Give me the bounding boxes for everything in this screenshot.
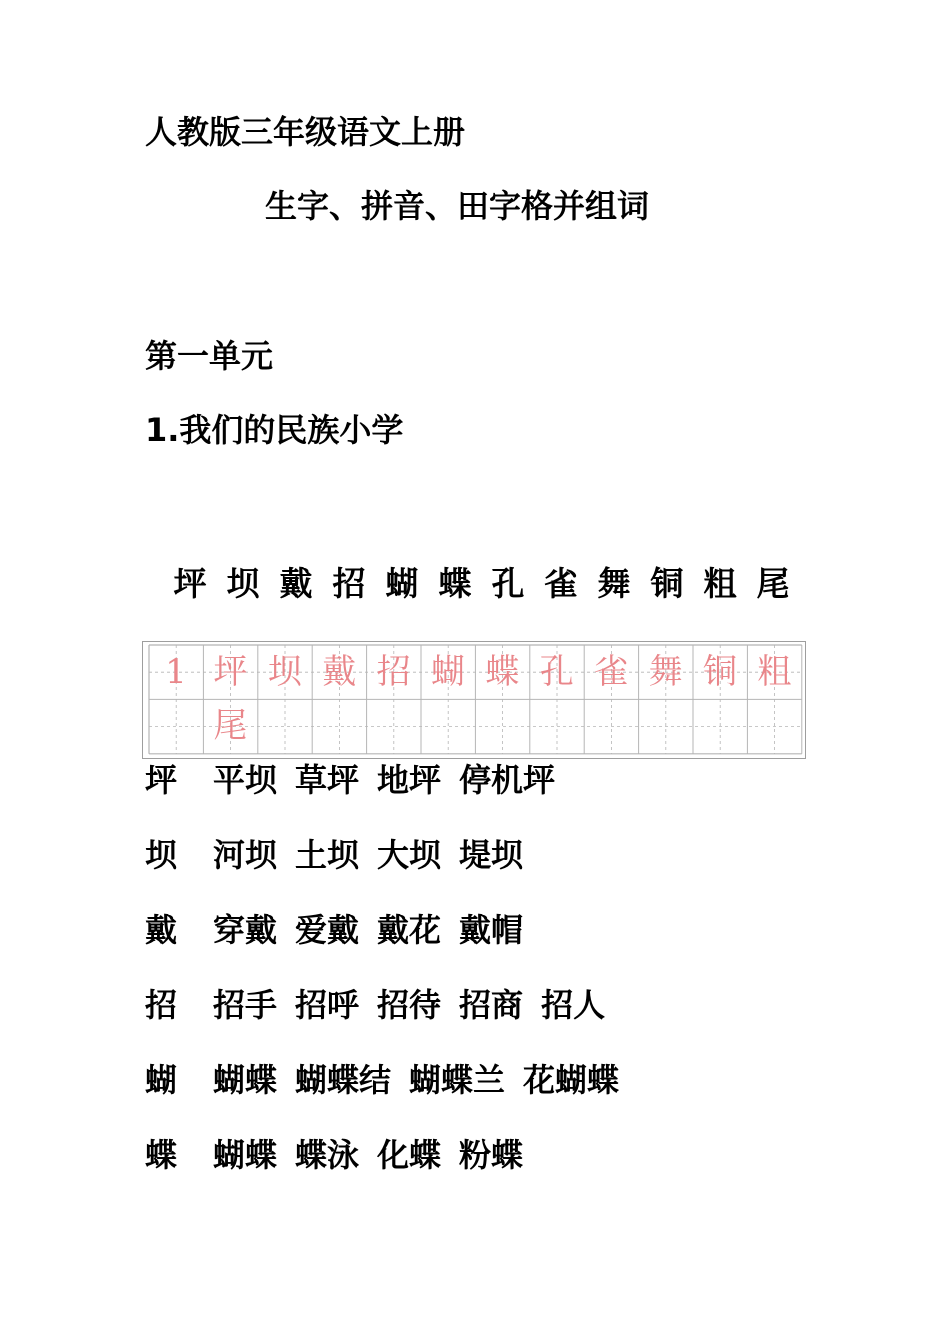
word-group-character: 戴 bbox=[145, 911, 178, 949]
word-item: 花蝴蝶 bbox=[523, 1061, 620, 1099]
document-title: 人教版三年级语文上册 bbox=[145, 113, 466, 151]
grid-character: 蝶 bbox=[485, 652, 520, 692]
lesson-heading: 1.我们的民族小学 bbox=[145, 411, 404, 449]
word-item: 爱戴 bbox=[295, 911, 360, 949]
word-item: 蝴蝶 bbox=[213, 1061, 278, 1099]
new-character: 孔 bbox=[491, 564, 525, 603]
word-group-character: 坝 bbox=[145, 836, 178, 874]
new-character: 尾 bbox=[756, 564, 790, 603]
word-item: 大坝 bbox=[377, 836, 442, 874]
new-character: 粗 bbox=[703, 564, 737, 603]
new-character: 招 bbox=[332, 564, 366, 603]
grid-character: 孔 bbox=[539, 652, 574, 692]
word-group-character: 蝴 bbox=[145, 1061, 178, 1099]
word-item: 招人 bbox=[541, 986, 606, 1024]
word-group-words bbox=[213, 983, 623, 1027]
word-item: 招手 bbox=[213, 986, 278, 1024]
new-character: 坪 bbox=[173, 564, 207, 603]
word-group-character: 招 bbox=[145, 986, 178, 1024]
unit-heading: 第一单元 bbox=[145, 337, 274, 375]
word-item: 招商 bbox=[459, 986, 524, 1024]
word-item: 蝴蝶 bbox=[213, 1136, 278, 1174]
grid-character: 坝 bbox=[267, 652, 302, 692]
grid-character: 招 bbox=[376, 652, 411, 692]
word-group-character: 蝶 bbox=[145, 1136, 178, 1174]
word-item: 戴帽 bbox=[459, 911, 524, 949]
document-subtitle: 生字、拼音、田字格并组词 bbox=[265, 187, 650, 225]
new-character: 蝴 bbox=[385, 564, 419, 603]
word-item: 地坪 bbox=[377, 761, 442, 799]
word-item: 招呼 bbox=[295, 986, 360, 1024]
word-item: 平坝 bbox=[213, 761, 278, 799]
word-item: 化蝶 bbox=[377, 1136, 442, 1174]
grid-character: 粗 bbox=[757, 652, 792, 692]
grid-character: 坪 bbox=[213, 652, 248, 692]
grid-number: 1 bbox=[165, 652, 187, 692]
word-item: 戴花 bbox=[377, 911, 442, 949]
word-group-words bbox=[213, 908, 541, 952]
new-character: 舞 bbox=[597, 564, 631, 603]
word-item: 粉蝶 bbox=[459, 1136, 524, 1174]
grid-character: 舞 bbox=[648, 652, 683, 692]
new-character: 铜 bbox=[650, 564, 684, 603]
tian-zi-ge-grid bbox=[142, 641, 806, 759]
word-group-character: 坪 bbox=[145, 761, 178, 799]
grid-character: 蝴 bbox=[431, 652, 465, 692]
word-item: 穿戴 bbox=[213, 911, 278, 949]
new-character: 雀 bbox=[544, 564, 578, 603]
word-item: 蝴蝶兰 bbox=[409, 1061, 506, 1099]
word-item: 草坪 bbox=[295, 761, 360, 799]
new-character: 戴 bbox=[279, 564, 313, 603]
word-item: 招待 bbox=[377, 986, 442, 1024]
new-character: 蝶 bbox=[438, 564, 472, 603]
new-character: 坝 bbox=[226, 564, 260, 603]
word-item: 停机坪 bbox=[459, 761, 556, 799]
grid-character: 戴 bbox=[322, 652, 357, 692]
word-group-words bbox=[213, 1133, 541, 1177]
word-group-words bbox=[213, 1058, 637, 1102]
grid-character: 铜 bbox=[703, 652, 737, 692]
word-item: 蝴蝶结 bbox=[295, 1061, 392, 1099]
grid-character: 尾 bbox=[213, 706, 248, 747]
word-item: 蝶泳 bbox=[295, 1136, 360, 1174]
word-item: 土坝 bbox=[295, 836, 360, 874]
word-item: 河坝 bbox=[213, 836, 278, 874]
word-item: 堤坝 bbox=[459, 836, 524, 874]
word-group-words bbox=[213, 833, 541, 877]
word-group-words bbox=[213, 758, 573, 802]
grid-character: 雀 bbox=[594, 652, 629, 692]
